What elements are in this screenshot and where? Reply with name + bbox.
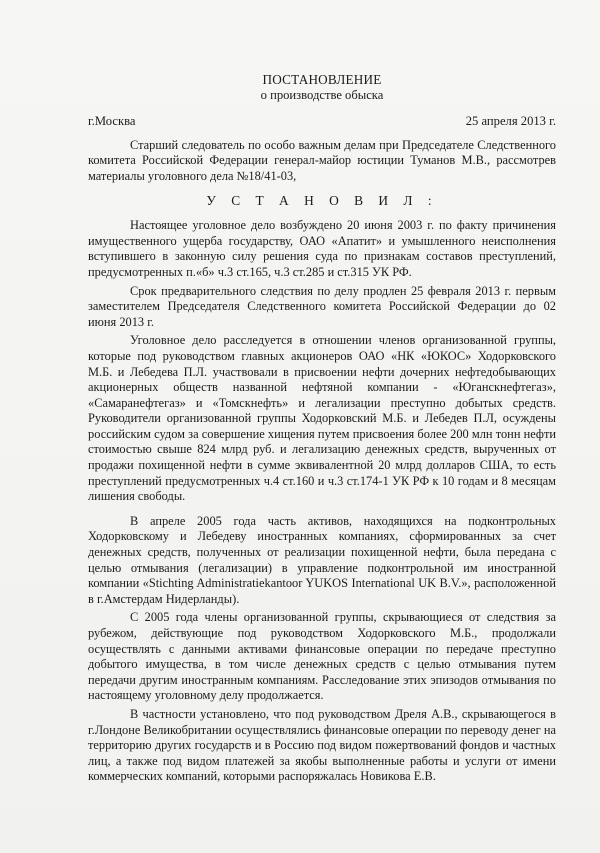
document-subtitle: о производстве обыска — [260, 87, 384, 102]
document-body — [88, 72, 556, 785]
document-date: 25 апреля 2013 г. — [465, 114, 556, 129]
paragraph-particulars: В частности установлено, что под руководством Дреля А.В., скрывающегося в г.Лондоне Великобритании осуществлялись финансовые операции по переводу денег на территорию других государств и в Россию под видом пожертвований фондов и частных лиц, а также под видом платежей за якобы выполненные работы и услуги от имени коммерческих компаний, которыми распоряжалась Новикова Е.В. — [88, 706, 556, 784]
paragraph-members-abroad: С 2005 года члены организованной группы, скрывающиеся от следствия за рубежом, действующие под руководством Ходорковского М.Б., продолжали осуществлять с данными активами финансовые операции по передаче преступно добытого имущества, в том числе денежных средств с целью отмывания путем передачи другим иностранным компаниям. Расследование этих эпизодов отмывания по настоящему уголовному делу продолжается. — [88, 610, 556, 703]
paragraph-organized-group: Уголовное дело расследуется в отношении членов организованной группы, которые под руководством главных акционеров ОАО «НК «ЮКОС» Ходорковского М.Б. и Лебедева П.Л. участвовали в присвоении нефти дочерних нефтедобывающих акционерных обществ названной нефтяной компании - «Юганскнефтегаз», «Самаранефтегаз» и «Томскнефть» и легализации преступно добытых средств. Руководители организованной группы Ходорковский М.Б. и Лебедев П.Л, осуждены российским судом за совершение хищения путем присвоения более 200 млн тонн нефти стоимостью свыше 824 млрд руб. и легализацию денежных средств, вырученных от продажи похищенной нефти в сумме эквивалентной 20 млрд долларов США, то есть преступлений предусмотренных ч.4 ст.160 и ч.3 ст.174-1 УК РФ к 10 годам и 8 месяцам лишения свободы. — [88, 333, 556, 504]
city: г.Москва — [88, 114, 136, 129]
intro-paragraph: Старший следователь по особо важным делам при Председателе Следственного комитета Российской Федерации генерал-майор юстиции Туманов М.В., рассмотрев материалы уголовного дела №18/41-03, — [88, 137, 556, 183]
paragraph-term-extended: Срок предварительного следствия по делу продлен 25 февраля 2013 г. первым заместителем Председателя Следственного комитета Российской Федерации до 02 июня 2013 г. — [88, 283, 556, 329]
paragraph-case-opened: Настоящее уголовное дело возбуждено 20 июня 2003 г. по факту причинения имущественного ущерба государству, ОАО «Апатит» и умышленного неисполнения вступившего в законную силу решения суда по признакам составов преступлений, предусмотренных п.«б» ч.3 ст.165, ч.3 ст.285 и ст.315 УК РФ. — [88, 218, 556, 279]
document-title: ПОСТАНОВЛЕНИЕ — [262, 72, 382, 87]
established-heading: У С Т А Н О В И Л : — [206, 192, 438, 208]
place-date-line — [88, 114, 556, 130]
paragraph-assets-2005: В апреле 2005 года часть активов, находящихся на подконтрольных Ходорковскому и Лебедеву иностранных компаниях, сформированных за счет денежных средств, полученных от реализации похищенной нефти, была передана с целью отмывания (легализации) в управление подконтрольной им иностранной компании «Stichting Administratiekantoor YUKOS International UK B.V.», расположенной в г.Амстердам Нидерланды). — [88, 513, 556, 606]
